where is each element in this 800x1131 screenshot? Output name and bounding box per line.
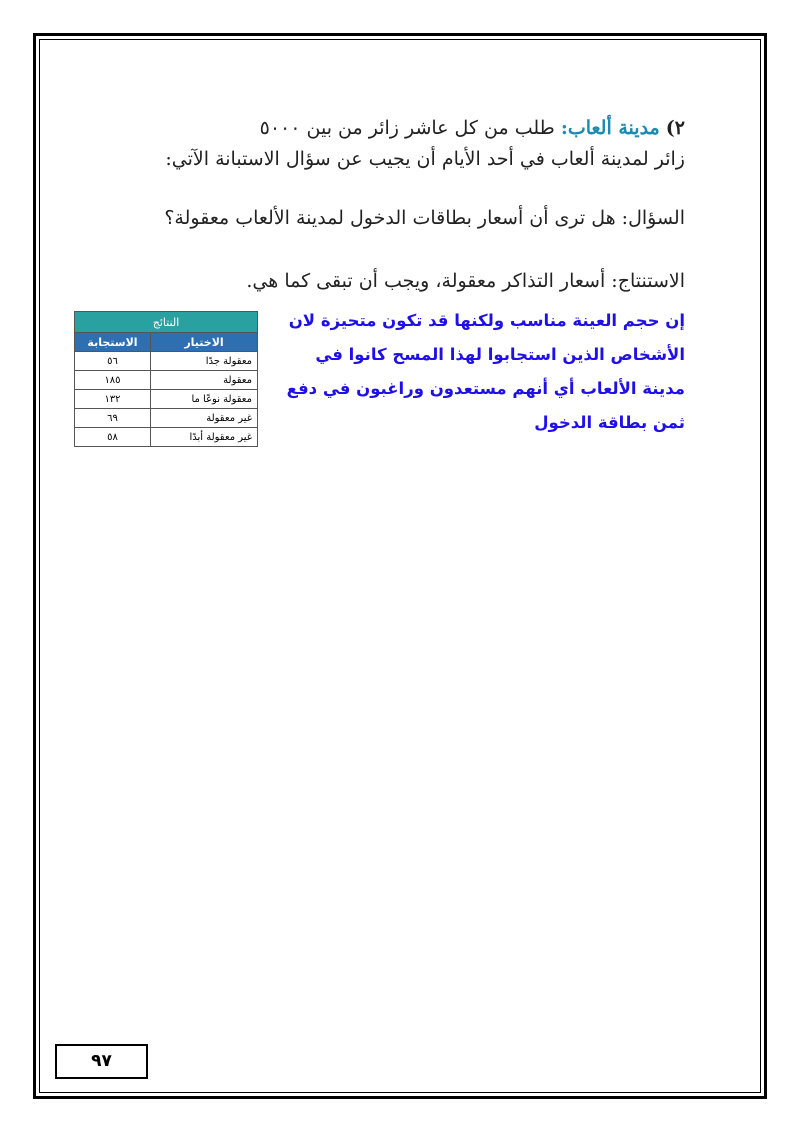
choice-cell: معقولة جدًا (151, 352, 258, 371)
results-table-caption: النتائج (75, 312, 258, 333)
handwritten-answer (265, 304, 685, 440)
page-border-inner (39, 39, 761, 1093)
responses-cell: ١٣٢ (75, 390, 151, 409)
table-row (75, 428, 258, 447)
choice-cell: غير معقولة أبدًا (151, 428, 258, 447)
answer-line: ثمن بطاقة الدخول (534, 413, 685, 432)
survey-question: السؤال: هل ترى أن أسعار بطاقات الدخول لمدينة الألعاب معقولة؟ (164, 207, 685, 229)
column-header-choice: الاختيار (151, 333, 258, 352)
choice-cell: معقولة (151, 371, 258, 390)
table-row (75, 390, 258, 409)
page-number: ٩٧ (55, 1044, 148, 1079)
responses-cell: ٥٦ (75, 352, 151, 371)
problem-title: مدينة ألعاب: (560, 117, 660, 139)
choice-cell: غير معقولة (151, 409, 258, 428)
problem-header (260, 117, 685, 139)
table-row (75, 371, 258, 390)
table-row (75, 409, 258, 428)
responses-cell: ٥٨ (75, 428, 151, 447)
results-table (74, 311, 258, 447)
problem-line-2: زائر لمدينة ألعاب في أحد الأيام أن يجيب عن سؤال الاستبانة الآتي: (165, 148, 685, 170)
answer-line: مدينة الألعاب أي أنهم مستعدون وراغبون في دفع (286, 379, 685, 398)
problem-line-1: طلب من كل عاشر زائر من بين ٥٠٠٠ (259, 117, 555, 139)
problem-number: ٢) (665, 117, 685, 139)
answer-line: الأشخاص الذين استجابوا لهذا المسح كانوا في (315, 345, 685, 364)
responses-cell: ٦٩ (75, 409, 151, 428)
choice-cell: معقولة نوعًا ما (151, 390, 258, 409)
answer-line: إن حجم العينة مناسب ولكنها قد تكون متحيزة لان (288, 311, 685, 330)
column-header-responses: الاستجابة (75, 333, 151, 352)
responses-cell: ١٨٥ (75, 371, 151, 390)
table-row (75, 352, 258, 371)
survey-conclusion: الاستنتاج: أسعار التذاكر معقولة، ويجب أن تبقى كما هي. (246, 270, 685, 292)
